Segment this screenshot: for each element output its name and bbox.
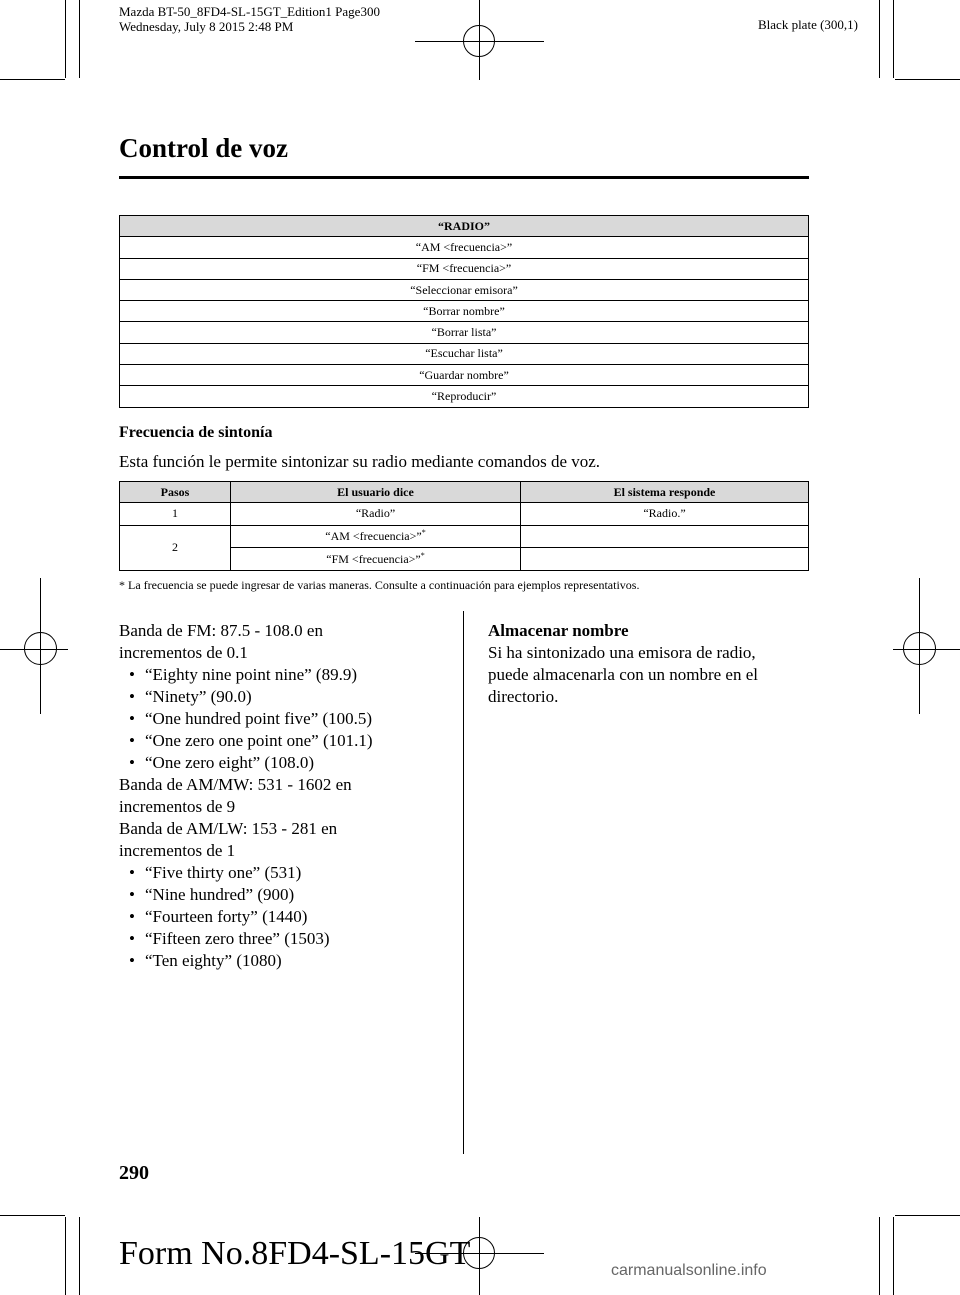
am-band-line: incrementos de 1 xyxy=(119,841,236,860)
step-number: 2 xyxy=(120,525,231,570)
paragraph-line: directorio. xyxy=(488,687,559,706)
footnote-mark: * xyxy=(420,550,425,560)
table-row: “Seleccionar emisora” xyxy=(120,279,809,300)
paragraph-line: puede almacenarla con un nombre en el xyxy=(488,665,758,684)
store-name-title: Almacenar nombre xyxy=(488,621,629,640)
col-header: Pasos xyxy=(120,482,231,503)
bullet-icon: • xyxy=(129,951,135,970)
list-item xyxy=(119,730,439,752)
bullet-icon: • xyxy=(129,929,135,948)
watermark: carmanualsonline.info xyxy=(611,1262,767,1279)
system-responds xyxy=(521,525,809,548)
list-item xyxy=(119,950,439,972)
crop-mark xyxy=(79,0,80,78)
table-row: “FM <frecuencia>” xyxy=(120,258,809,279)
table-row: “Escuchar lista” xyxy=(120,343,809,364)
list-item xyxy=(119,664,439,686)
table-row: “Reproducir” xyxy=(120,386,809,407)
crop-mark xyxy=(879,0,880,78)
step-number: 1 xyxy=(120,503,231,526)
list-item-text: “Ninety” (90.0) xyxy=(145,687,252,706)
paragraph-line: Si ha sintonizado una emisora de radio, xyxy=(488,643,756,662)
user-says-text: “FM <frecuencia>” xyxy=(326,551,421,566)
left-column xyxy=(119,620,439,972)
radio-commands-table xyxy=(119,215,809,408)
list-item xyxy=(119,708,439,730)
crop-mark xyxy=(893,1217,894,1295)
crop-mark xyxy=(0,79,65,80)
crop-mark xyxy=(0,1215,65,1216)
table-row: “Borrar lista” xyxy=(120,322,809,343)
list-item xyxy=(119,884,439,906)
user-says-text: “AM <frecuencia>” xyxy=(325,529,422,544)
user-says: “Radio” xyxy=(231,503,521,526)
fm-band-line: Banda de FM: 87.5 - 108.0 en xyxy=(119,621,323,640)
registration-circle xyxy=(24,632,57,665)
list-item xyxy=(119,906,439,928)
form-number: Form No.8FD4-SL-15GT xyxy=(119,1235,471,1272)
list-item-text: “Eighty nine point nine” (89.9) xyxy=(145,665,357,684)
bullet-icon: • xyxy=(129,687,135,706)
list-item xyxy=(119,752,439,774)
fm-band-line: incrementos de 0.1 xyxy=(119,643,248,662)
right-column xyxy=(488,620,808,708)
footnote: * La frecuencia se puede ingresar de varias maneras. Consulte a continuación para ejemplos representativos. xyxy=(119,578,640,592)
bullet-icon: • xyxy=(129,731,135,750)
bullet-icon: • xyxy=(129,863,135,882)
list-item-text: “Ten eighty” (1080) xyxy=(145,951,282,970)
list-item-text: “Fifteen zero three” (1503) xyxy=(145,929,330,948)
user-says xyxy=(231,525,521,548)
print-header xyxy=(119,4,380,34)
list-item-text: “Five thirty one” (531) xyxy=(145,863,302,882)
list-item-text: “One hundred point five” (100.5) xyxy=(145,709,373,728)
list-item xyxy=(119,686,439,708)
list-item xyxy=(119,928,439,950)
list-item-text: “One zero eight” (108.0) xyxy=(145,753,314,772)
bullet-icon: • xyxy=(129,753,135,772)
bullet-icon: • xyxy=(129,709,135,728)
crop-mark xyxy=(895,1215,960,1216)
page-number: 290 xyxy=(119,1162,149,1184)
registration-circle xyxy=(903,632,936,665)
crop-mark xyxy=(65,0,66,78)
list-item-text: “Fourteen forty” (1440) xyxy=(145,907,308,926)
section-title: Control de voz xyxy=(119,133,288,163)
column-divider xyxy=(463,611,464,1154)
bullet-icon: • xyxy=(129,885,135,904)
bullet-icon: • xyxy=(129,665,135,684)
col-header: El usuario dice xyxy=(231,482,521,503)
list-item-text: “One zero one point one” (101.1) xyxy=(145,731,373,750)
list-item-text: “Nine hundred” (900) xyxy=(145,885,295,904)
crop-mark xyxy=(895,79,960,80)
system-responds: “Radio.” xyxy=(521,503,809,526)
col-header: El sistema responde xyxy=(521,482,809,503)
date-line: Wednesday, July 8 2015 2:48 PM xyxy=(119,19,294,34)
steps-table xyxy=(119,481,809,571)
table-header: “RADIO” xyxy=(120,216,809,237)
am-band-line: Banda de AM/MW: 531 - 1602 en xyxy=(119,775,352,794)
list-item xyxy=(119,862,439,884)
file-line: Mazda BT-50_8FD4-SL-15GT_Edition1 Page300 xyxy=(119,4,380,19)
table-row: “Borrar nombre” xyxy=(120,301,809,322)
footnote-mark: * xyxy=(421,528,426,538)
am-band-line: Banda de AM/LW: 153 - 281 en xyxy=(119,819,338,838)
tuning-intro: Esta función le permite sintonizar su radio mediante comandos de voz. xyxy=(119,452,601,471)
section-rule xyxy=(119,176,809,179)
bullet-icon: • xyxy=(129,907,135,926)
table-row: “AM <frecuencia>” xyxy=(120,237,809,258)
crop-mark xyxy=(893,0,894,78)
tuning-title: Frecuencia de sintonía xyxy=(119,424,273,441)
am-band-line: incrementos de 9 xyxy=(119,797,236,816)
crop-mark xyxy=(65,1217,66,1295)
registration-circle xyxy=(463,25,495,57)
system-responds xyxy=(521,548,809,571)
table-row: “Guardar nombre” xyxy=(120,365,809,386)
crop-mark xyxy=(79,1217,80,1295)
crop-mark xyxy=(879,1217,880,1295)
plate-label: Black plate (300,1) xyxy=(758,17,858,32)
user-says xyxy=(231,548,521,571)
